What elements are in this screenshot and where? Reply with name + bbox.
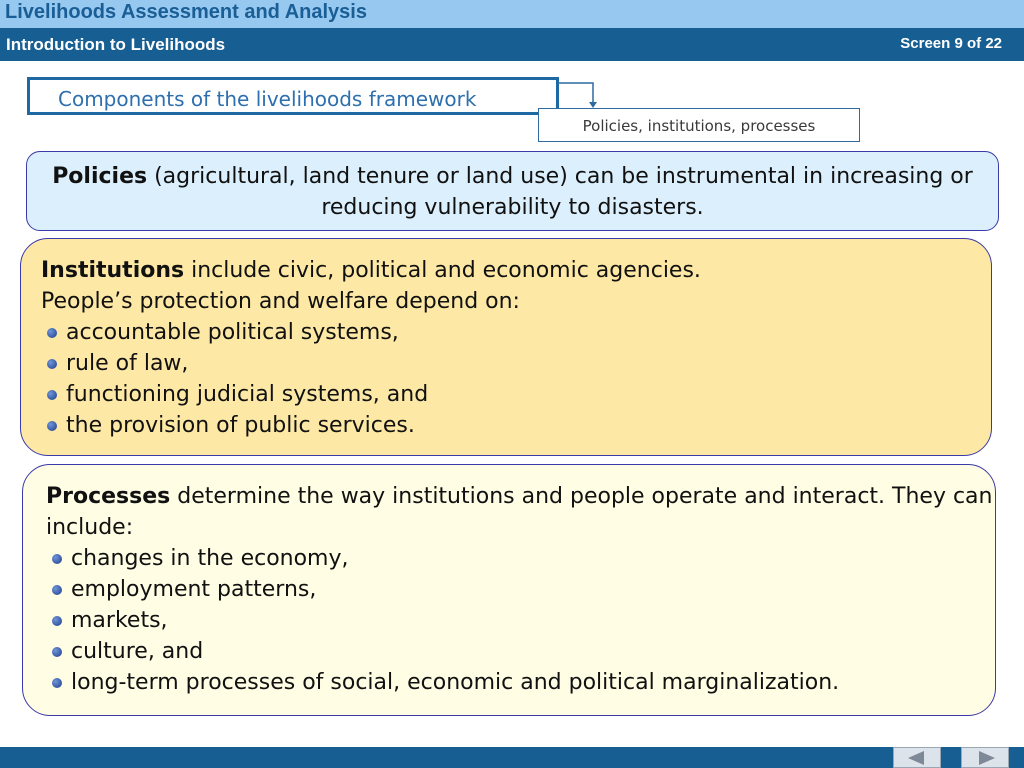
bullet-icon <box>47 390 57 400</box>
subtopic-label: Policies, institutions, processes <box>582 117 816 135</box>
bullet-icon <box>47 328 57 338</box>
connector-arrow-icon <box>558 82 598 110</box>
list-item: the provision of public services. <box>41 410 991 441</box>
bullet-icon <box>47 359 57 369</box>
arrow-left-icon <box>908 751 924 765</box>
list-item: rule of law, <box>41 348 991 379</box>
processes-list <box>46 543 995 698</box>
policies-term: Policies <box>52 164 148 189</box>
list-item: changes in the economy, <box>46 543 995 574</box>
policies-text: (agricultural, land tenure or land use) can be instrumental in increasing or reducing vulnerability to disasters. <box>147 164 973 220</box>
module-bar <box>0 28 1024 61</box>
bullet-icon <box>52 678 62 688</box>
institutions-text: include civic, political and economic agencies. <box>184 258 701 283</box>
list-item: markets, <box>46 605 995 636</box>
next-screen-button[interactable] <box>961 747 1009 768</box>
section-title: Components of the livelihoods framework <box>58 87 477 111</box>
list-item: culture, and <box>46 636 995 667</box>
institutions-list <box>41 317 991 441</box>
course-title: Livelihoods Assessment and Analysis <box>5 1 367 23</box>
bullet-icon <box>47 421 57 431</box>
section-title-box <box>27 77 559 115</box>
previous-screen-button[interactable] <box>893 747 941 768</box>
institutions-line2: People’s protection and welfare depend on: <box>41 289 520 314</box>
list-item: employment patterns, <box>46 574 995 605</box>
title-bar <box>0 0 1024 28</box>
policies-panel <box>26 151 999 231</box>
list-item: long-term processes of social, economic and political marginalization. <box>46 667 995 698</box>
bullet-icon <box>52 554 62 564</box>
footer-bar <box>0 747 1024 768</box>
processes-panel <box>22 464 996 716</box>
processes-term: Processes <box>46 484 171 509</box>
subtopic-box <box>538 108 860 142</box>
list-item: functioning judicial systems, and <box>41 379 991 410</box>
institutions-intro <box>41 255 991 286</box>
processes-text: determine the way institutions and people operate and interact. They can include: <box>46 484 993 540</box>
module-title: Introduction to Livelihoods <box>6 35 226 54</box>
processes-intro <box>46 481 995 543</box>
bullet-icon <box>52 616 62 626</box>
screen-counter: Screen 9 of 22 <box>900 35 1002 52</box>
arrow-right-icon <box>979 751 995 765</box>
bullet-icon <box>52 647 62 657</box>
list-item: accountable political systems, <box>41 317 991 348</box>
institutions-panel <box>20 238 992 456</box>
institutions-term: Institutions <box>41 258 185 283</box>
bullet-icon <box>52 585 62 595</box>
